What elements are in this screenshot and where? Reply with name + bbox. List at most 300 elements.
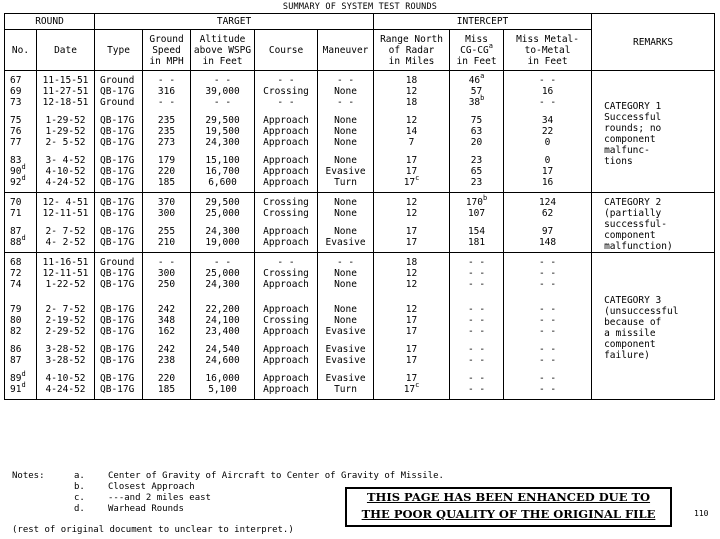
cell-type bbox=[95, 208, 143, 219]
cell-value: 92 bbox=[10, 177, 22, 188]
cell-value: 12 bbox=[405, 268, 418, 279]
cell-value: Crossing bbox=[263, 268, 309, 279]
note-text: Center of Gravity of Aircraft to Center of Gravity of Missile. bbox=[108, 471, 444, 481]
cell-value: 88 bbox=[10, 237, 22, 248]
category-1-group bbox=[5, 71, 715, 193]
enhanced-notice-line1: THIS PAGE HAS BEEN ENHANCED DUE TO bbox=[366, 490, 651, 504]
cell-value: - - bbox=[336, 75, 355, 86]
cell-range bbox=[374, 344, 450, 355]
cell-value: - - bbox=[157, 75, 176, 86]
cell-type bbox=[95, 237, 143, 253]
cell-course bbox=[255, 97, 318, 108]
note-text: ---and 2 miles east bbox=[108, 493, 211, 503]
cell-type bbox=[95, 177, 143, 193]
note-a bbox=[12, 471, 444, 482]
cell-value: QB-17G bbox=[100, 137, 135, 148]
cell-range bbox=[374, 326, 450, 337]
cell-value: 300 bbox=[157, 268, 176, 279]
cell-type bbox=[95, 279, 143, 290]
cell-value: 2- 7-52 bbox=[45, 226, 86, 237]
cell-date bbox=[37, 355, 95, 366]
cell-range bbox=[374, 208, 450, 219]
cell-value: Ground bbox=[100, 75, 135, 86]
cell-course bbox=[255, 193, 318, 209]
cell-value: 14 bbox=[405, 126, 418, 137]
cell-value: 18 bbox=[405, 97, 418, 108]
cell-value: 12-11-51 bbox=[42, 208, 89, 219]
footnote-marker: a bbox=[480, 72, 485, 80]
cell-value: QB-17G bbox=[100, 86, 135, 97]
cell-date bbox=[37, 237, 95, 253]
cell-maneuver bbox=[318, 177, 374, 193]
cell-maneuver bbox=[318, 137, 374, 148]
cell-miss-cg bbox=[450, 155, 504, 166]
cell-value: None bbox=[334, 137, 357, 148]
table-row bbox=[5, 71, 715, 87]
cell-value: 0 bbox=[544, 137, 551, 148]
cell-value: 220 bbox=[157, 373, 176, 384]
cell-value: 25,000 bbox=[205, 208, 240, 219]
category-2-group bbox=[5, 193, 715, 253]
cell-miss-metal bbox=[504, 237, 592, 253]
cell-value: - - bbox=[157, 97, 176, 108]
cell-no bbox=[5, 355, 37, 366]
cell-altitude bbox=[191, 155, 255, 166]
cell-value: 90 bbox=[10, 166, 22, 177]
cell-course bbox=[255, 384, 318, 400]
cell-miss-metal bbox=[504, 86, 592, 97]
cell-value: Approach bbox=[263, 384, 309, 395]
cell-miss-metal bbox=[504, 355, 592, 366]
cell-value: 12 bbox=[405, 208, 418, 219]
cell-date bbox=[37, 115, 95, 126]
cell-value: Evasive bbox=[325, 237, 366, 248]
cell-value: 17 bbox=[405, 326, 418, 337]
cell-value: 370 bbox=[157, 197, 176, 208]
cell-miss-cg bbox=[450, 137, 504, 148]
cell-value: 11-16-51 bbox=[42, 257, 89, 268]
cell-value: 38 bbox=[468, 97, 481, 108]
cell-value: - - bbox=[277, 257, 295, 268]
cell-range bbox=[374, 279, 450, 290]
cell-value: - - bbox=[467, 279, 486, 290]
header-target: TARGET bbox=[95, 14, 374, 30]
cell-value: None bbox=[334, 197, 357, 208]
header-remarks: REMARKS bbox=[592, 14, 715, 71]
cell-miss-cg bbox=[450, 94, 504, 108]
cell-value: 20 bbox=[470, 137, 483, 148]
cell-value: Approach bbox=[263, 177, 309, 188]
cell-miss-metal bbox=[504, 177, 592, 193]
cell-value: 255 bbox=[157, 226, 176, 237]
cell-value: 170 bbox=[465, 197, 483, 208]
cell-date bbox=[37, 226, 95, 237]
cell-value: 235 bbox=[157, 115, 176, 126]
cell-value: - - bbox=[538, 279, 557, 290]
cell-value: - - bbox=[467, 355, 486, 366]
cell-no bbox=[5, 234, 37, 253]
header-altitude: Altitude above WSPG in Feet bbox=[191, 30, 255, 71]
footnote-marker: c bbox=[415, 381, 420, 389]
cell-value: 12 bbox=[405, 197, 418, 208]
cell-value: 68 bbox=[10, 257, 22, 268]
cell-date bbox=[37, 86, 95, 97]
cell-miss-cg bbox=[450, 193, 504, 209]
cell-speed bbox=[143, 344, 191, 355]
cell-value: None bbox=[334, 304, 357, 315]
cell-value: 17 bbox=[403, 177, 416, 188]
cell-type bbox=[95, 253, 143, 269]
cell-course bbox=[255, 355, 318, 366]
cell-maneuver bbox=[318, 279, 374, 290]
cell-miss-metal bbox=[504, 155, 592, 166]
cell-value: 16 bbox=[541, 86, 554, 97]
cell-range bbox=[374, 304, 450, 315]
cell-value: 4-24-52 bbox=[45, 384, 86, 395]
cell-miss-cg bbox=[450, 71, 504, 87]
cell-value: 70 bbox=[10, 197, 22, 208]
cell-type bbox=[95, 86, 143, 97]
cell-value: Turn bbox=[334, 384, 357, 395]
cell-maneuver bbox=[318, 226, 374, 237]
cell-range bbox=[374, 355, 450, 366]
cell-value: - - bbox=[538, 326, 557, 337]
cell-value: - - bbox=[213, 75, 232, 86]
cell-value: 74 bbox=[10, 279, 22, 290]
cell-value: QB-17G bbox=[100, 279, 135, 290]
cell-value: - - bbox=[336, 97, 355, 108]
cell-miss-cg bbox=[450, 126, 504, 137]
cell-speed bbox=[143, 126, 191, 137]
cell-course bbox=[255, 155, 318, 166]
cell-value: 162 bbox=[157, 326, 176, 337]
cell-value: 75 bbox=[10, 115, 22, 126]
cell-value: 46 bbox=[468, 75, 481, 86]
cell-value: None bbox=[334, 115, 357, 126]
cell-value: QB-17G bbox=[100, 115, 135, 126]
cell-value: Approach bbox=[263, 126, 309, 137]
cell-date bbox=[37, 97, 95, 108]
cell-no bbox=[5, 315, 37, 326]
cell-date bbox=[37, 268, 95, 279]
cell-no bbox=[5, 326, 37, 337]
cell-value: 242 bbox=[157, 344, 176, 355]
cell-value: 16,000 bbox=[205, 373, 240, 384]
cell-value: 0 bbox=[544, 155, 551, 166]
cell-range bbox=[374, 315, 450, 326]
cell-maneuver bbox=[318, 373, 374, 384]
cell-maneuver bbox=[318, 97, 374, 108]
cell-value: 69 bbox=[10, 86, 22, 97]
cell-miss-cg bbox=[450, 237, 504, 253]
cell-range bbox=[374, 237, 450, 253]
cell-value: QB-17G bbox=[100, 226, 135, 237]
cell-range bbox=[374, 97, 450, 108]
cell-type bbox=[95, 155, 143, 166]
cell-value: 16,700 bbox=[205, 166, 240, 177]
cell-value: QB-17G bbox=[100, 268, 135, 279]
cell-value: 7 bbox=[408, 137, 415, 148]
cell-speed bbox=[143, 71, 191, 87]
cell-range bbox=[374, 226, 450, 237]
cell-value: 3-28-52 bbox=[45, 355, 86, 366]
cell-value: - - bbox=[538, 268, 557, 279]
cell-no bbox=[5, 137, 37, 148]
cell-value: 124 bbox=[538, 197, 557, 208]
cell-value: - - bbox=[538, 75, 557, 86]
cell-value: 71 bbox=[10, 208, 22, 219]
cell-value: 2-29-52 bbox=[45, 326, 86, 337]
cell-miss-cg bbox=[450, 326, 504, 337]
note-letter: d. bbox=[74, 504, 85, 514]
cell-value: 75 bbox=[470, 115, 483, 126]
cell-value: - - bbox=[467, 257, 486, 268]
cell-value: 16 bbox=[541, 177, 554, 188]
cell-value: 25,000 bbox=[205, 268, 240, 279]
cell-speed bbox=[143, 326, 191, 337]
cell-course bbox=[255, 177, 318, 193]
cell-value: 6,600 bbox=[208, 177, 237, 188]
cell-altitude bbox=[191, 208, 255, 219]
cell-value: 23 bbox=[470, 177, 483, 188]
cell-value: - - bbox=[467, 344, 486, 355]
cell-value: 12- 4-51 bbox=[42, 197, 89, 208]
cell-range bbox=[374, 71, 450, 87]
footnote-marker: d bbox=[21, 381, 26, 389]
cell-altitude bbox=[191, 268, 255, 279]
cell-miss-cg bbox=[450, 304, 504, 315]
cell-range bbox=[374, 268, 450, 279]
cell-value: 12-18-51 bbox=[42, 97, 89, 108]
cell-value: Approach bbox=[263, 137, 309, 148]
cell-type bbox=[95, 97, 143, 108]
cell-value: 3- 4-52 bbox=[45, 155, 86, 166]
cell-altitude bbox=[191, 115, 255, 126]
cell-value: 18 bbox=[405, 257, 418, 268]
footnote-marker: d bbox=[21, 174, 26, 182]
cell-value: Approach bbox=[263, 155, 309, 166]
cell-value: 220 bbox=[157, 166, 176, 177]
cell-no bbox=[5, 381, 37, 400]
cell-value: 107 bbox=[467, 208, 486, 219]
cell-value: - - bbox=[538, 97, 557, 108]
cell-no bbox=[5, 208, 37, 219]
cell-no bbox=[5, 174, 37, 193]
cell-maneuver bbox=[318, 326, 374, 337]
cell-value: QB-17G bbox=[100, 208, 135, 219]
cell-value: 154 bbox=[467, 226, 486, 237]
cell-no bbox=[5, 304, 37, 315]
cell-value: Approach bbox=[263, 355, 309, 366]
cell-miss-metal bbox=[504, 126, 592, 137]
cell-value: Evasive bbox=[325, 373, 366, 384]
cell-miss-cg bbox=[450, 268, 504, 279]
cell-value: 210 bbox=[157, 237, 176, 248]
cell-speed bbox=[143, 237, 191, 253]
cell-value: 97 bbox=[541, 226, 554, 237]
cell-speed bbox=[143, 373, 191, 384]
cell-miss-cg bbox=[450, 208, 504, 219]
cell-value: 87 bbox=[10, 226, 22, 237]
cell-value: 72 bbox=[10, 268, 22, 279]
cell-speed bbox=[143, 115, 191, 126]
cell-value: Approach bbox=[263, 237, 309, 248]
header-date: Date bbox=[37, 30, 95, 71]
header-course: Course bbox=[255, 30, 318, 71]
cell-date bbox=[37, 344, 95, 355]
cell-value: Approach bbox=[263, 373, 309, 384]
category-3-group bbox=[5, 253, 715, 400]
cell-value: 250 bbox=[157, 279, 176, 290]
cell-value: 39,000 bbox=[205, 86, 240, 97]
cell-maneuver bbox=[318, 268, 374, 279]
cell-course bbox=[255, 253, 318, 269]
cell-altitude bbox=[191, 355, 255, 366]
cell-type bbox=[95, 355, 143, 366]
header-no: No. bbox=[5, 30, 37, 71]
cell-value: 83 bbox=[10, 155, 22, 166]
cell-no bbox=[5, 253, 37, 269]
footnote-marker: b bbox=[480, 94, 485, 102]
cell-miss-metal bbox=[504, 315, 592, 326]
cell-miss-metal bbox=[504, 344, 592, 355]
cell-altitude bbox=[191, 237, 255, 253]
cell-type bbox=[95, 71, 143, 87]
notes-label: Notes: bbox=[12, 471, 45, 481]
cell-miss-metal bbox=[504, 253, 592, 269]
header-type: Type bbox=[95, 30, 143, 71]
cell-value: 17 bbox=[405, 166, 418, 177]
cell-value: - - bbox=[213, 97, 232, 108]
cell-value: 87 bbox=[10, 355, 22, 366]
cell-speed bbox=[143, 268, 191, 279]
cell-maneuver bbox=[318, 253, 374, 269]
cell-miss-metal bbox=[504, 193, 592, 209]
cell-value: 1-29-52 bbox=[45, 115, 86, 126]
header-maneuver: Maneuver bbox=[318, 30, 374, 71]
cell-value: 185 bbox=[157, 177, 176, 188]
cell-maneuver bbox=[318, 237, 374, 253]
cell-value: - - bbox=[538, 257, 557, 268]
cell-value: 23 bbox=[470, 155, 483, 166]
cell-type bbox=[95, 193, 143, 209]
cell-altitude bbox=[191, 193, 255, 209]
note-text: Warhead Rounds bbox=[108, 504, 184, 514]
cell-value: - - bbox=[538, 344, 557, 355]
cell-altitude bbox=[191, 177, 255, 193]
cell-miss-metal bbox=[504, 279, 592, 290]
cell-value: Evasive bbox=[325, 166, 366, 177]
cell-value: 86 bbox=[10, 344, 22, 355]
cell-value: 348 bbox=[157, 315, 176, 326]
cell-value: None bbox=[334, 268, 357, 279]
cell-speed bbox=[143, 137, 191, 148]
cell-type bbox=[95, 384, 143, 400]
cell-course bbox=[255, 279, 318, 290]
cell-speed bbox=[143, 253, 191, 269]
cell-value: 17 bbox=[403, 384, 416, 395]
cell-value: QB-17G bbox=[100, 344, 135, 355]
cell-miss-metal bbox=[504, 71, 592, 87]
remarks-cell: CATEGORY 1 Successful rounds; no component malfunc- tions bbox=[592, 71, 715, 193]
cell-value: 34 bbox=[541, 115, 554, 126]
cell-value: 12-11-51 bbox=[42, 268, 89, 279]
cell-altitude bbox=[191, 304, 255, 315]
cell-miss-metal bbox=[504, 137, 592, 148]
cell-no bbox=[5, 115, 37, 126]
cell-range bbox=[374, 174, 450, 193]
cell-range bbox=[374, 253, 450, 269]
footnote-marker: d bbox=[21, 163, 26, 171]
cell-range bbox=[374, 115, 450, 126]
cell-value: - - bbox=[467, 326, 486, 337]
cell-miss-cg bbox=[450, 344, 504, 355]
cell-altitude bbox=[191, 315, 255, 326]
cell-range bbox=[374, 86, 450, 97]
cell-type bbox=[95, 326, 143, 337]
cell-value: 1-29-52 bbox=[45, 126, 86, 137]
cell-value: QB-17G bbox=[100, 304, 135, 315]
cell-range bbox=[374, 166, 450, 177]
cell-value: QB-17G bbox=[100, 315, 135, 326]
cell-value: Turn bbox=[334, 177, 357, 188]
cell-date bbox=[37, 193, 95, 209]
cell-date bbox=[37, 155, 95, 166]
footnote-marker: d bbox=[21, 370, 26, 378]
cell-value: 12 bbox=[405, 86, 418, 97]
cell-value: 17 bbox=[405, 344, 418, 355]
cell-value: - - bbox=[538, 304, 557, 315]
footnote-marker: b bbox=[483, 194, 488, 202]
cell-value: - - bbox=[538, 315, 557, 326]
cell-value: 77 bbox=[10, 137, 22, 148]
header-miss-cg-label: Miss CG-CG bbox=[460, 33, 489, 56]
cell-value: None bbox=[334, 126, 357, 137]
cell-value: 89 bbox=[10, 373, 22, 384]
cell-value: 23,400 bbox=[205, 326, 240, 337]
cell-speed bbox=[143, 208, 191, 219]
cell-miss-metal bbox=[504, 268, 592, 279]
cell-maneuver bbox=[318, 193, 374, 209]
cell-value: None bbox=[334, 155, 357, 166]
cell-date bbox=[37, 137, 95, 148]
cell-speed bbox=[143, 86, 191, 97]
cell-maneuver bbox=[318, 155, 374, 166]
cell-type bbox=[95, 304, 143, 315]
cell-value: 17 bbox=[405, 373, 418, 384]
cell-no bbox=[5, 86, 37, 97]
cell-value: - - bbox=[336, 257, 355, 268]
cell-value: 4-10-52 bbox=[45, 166, 86, 177]
cell-value: QB-17G bbox=[100, 373, 135, 384]
cell-altitude bbox=[191, 97, 255, 108]
cell-value: Approach bbox=[263, 304, 309, 315]
cell-altitude bbox=[191, 279, 255, 290]
cell-date bbox=[37, 279, 95, 290]
page-title: SUMMARY OF SYSTEM TEST ROUNDS bbox=[282, 2, 438, 12]
cell-value: QB-17G bbox=[100, 166, 135, 177]
cell-date bbox=[37, 373, 95, 384]
cell-speed bbox=[143, 166, 191, 177]
header-miss-cg bbox=[450, 30, 504, 71]
note-text: Closest Approach bbox=[108, 482, 195, 492]
cell-value: - - bbox=[213, 257, 232, 268]
cell-miss-metal bbox=[504, 97, 592, 108]
cell-value: None bbox=[334, 226, 357, 237]
cell-value: 17 bbox=[405, 226, 418, 237]
cell-miss-metal bbox=[504, 166, 592, 177]
cell-value: 22 bbox=[541, 126, 554, 137]
